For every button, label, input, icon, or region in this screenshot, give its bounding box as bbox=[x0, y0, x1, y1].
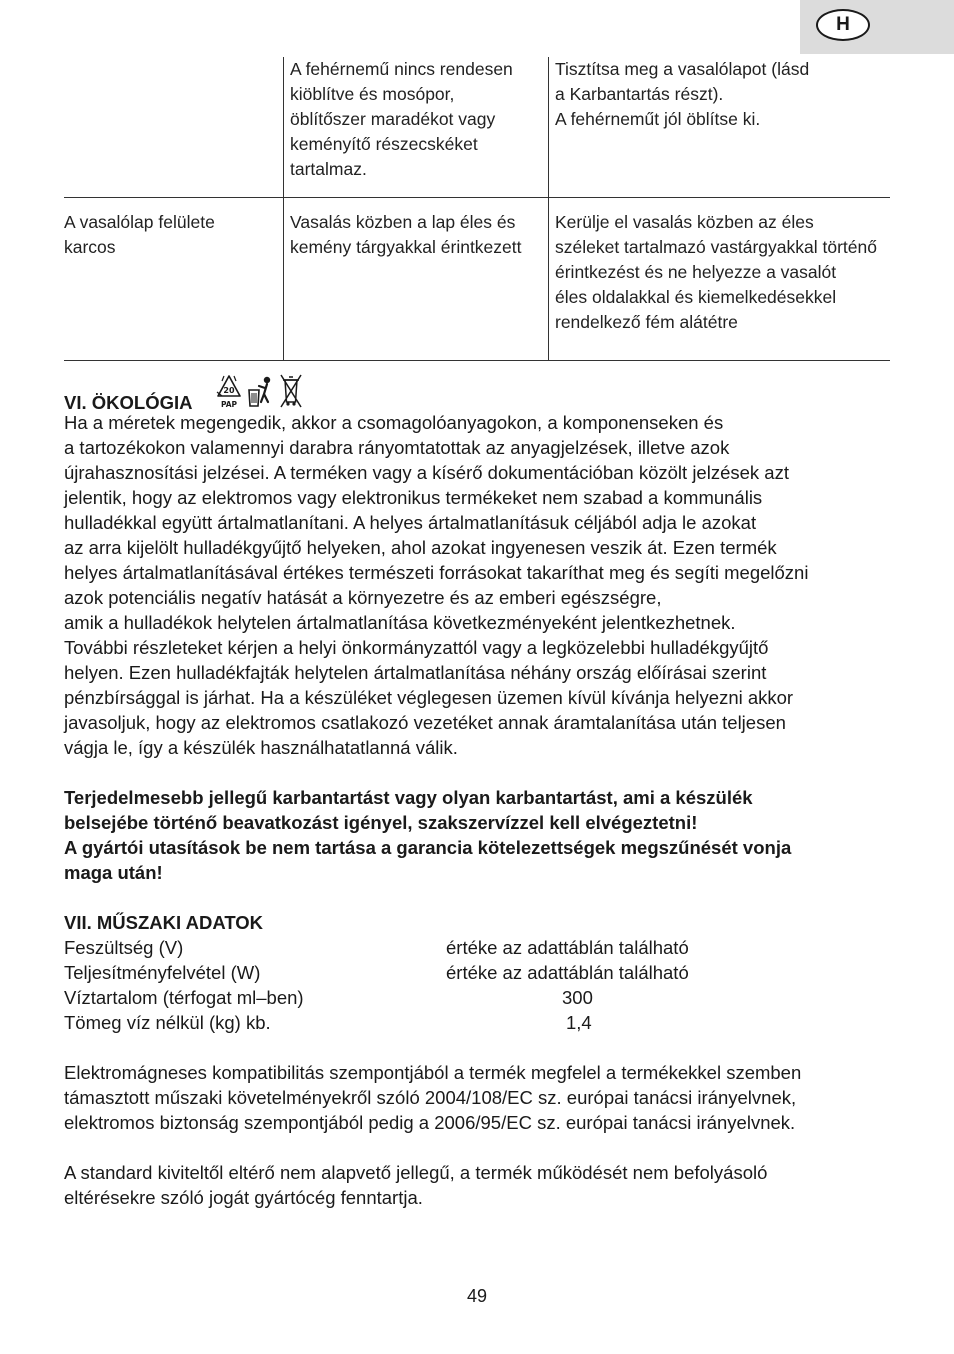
spec-value: 300 bbox=[562, 987, 593, 1008]
cause-cell: A fehérnemű nincs rendesen kiöblítve és mosópor, öblítőszer maradékot vagy keményítő részecskéket tartalmaz. bbox=[284, 57, 549, 198]
page-number: 49 bbox=[466, 1286, 488, 1306]
specs-heading: VII. MŰSZAKI ADATOK bbox=[64, 912, 264, 933]
language-tab bbox=[800, 0, 954, 54]
troubleshooting-table bbox=[64, 57, 890, 361]
problem-cell bbox=[64, 57, 284, 198]
ecology-heading: VI. ÖKOLÓGIA bbox=[64, 392, 193, 413]
spec-value: értéke az adattáblán található bbox=[446, 937, 689, 958]
recycle-pap-icon bbox=[214, 372, 244, 410]
spec-label: Feszültség (V) bbox=[64, 937, 184, 958]
cause-cell: Vasalás közben a lap éles és kemény tárgyakkal érintkezett bbox=[284, 198, 549, 361]
spec-row bbox=[64, 1010, 904, 1035]
spec-label: Tömeg víz nélkül (kg) kb. bbox=[64, 1012, 271, 1033]
spec-value: értéke az adattáblán található bbox=[446, 962, 689, 983]
problem-cell: A vasalólap felülete karcos bbox=[64, 212, 215, 257]
spec-row bbox=[64, 985, 904, 1010]
disclaimer-text: A standard kiviteltől eltérő nem alapvető jellegű, a termék működését nem befolyásoló eltérésekre szóló jogát gyártócég fenntartja. bbox=[64, 1162, 768, 1208]
spec-label: Víztartalom (térfogat ml–ben) bbox=[64, 987, 304, 1008]
ecology-body: Ha a méretek megengedik, akkor a csomagolóanyagokon, a komponenseken és a tartozékokon valamennyi darabra rányomtatottak az anyagjelzések, illetve azok újrahasznosítási jelzései. A terméken vagy a kísérő dokumentációban közölt jelzések azt jelentik, hogy az elektromos vagy elektronikus termékeket nem szabad a kommunális hulladékkal együtt ártalmatlanítani. A helyes ártalmatlanításuk céljából adja le azokat az arra kijelölt hulladékgyűjtő helyeken, ahol azokat ingyenesen veszik át. Ezen termék helyes ártalmatlanításával értékes természeti forrásokat takaríthat meg és segíti megelőzni azok potenciális negatív hatását a környezetre és az emberi egészségre, amik a hulladékok helytelen ártalmatlanítása következményeként jelentkezhetnek. További részleteket kérjen a helyi önkormányzattól vagy a legközelebbi hulladékgyűjtő helyen. Ezen hulladékfajták helytelen ártalmatlanítása néhány ország előírásai szerint pénzbírsággal is járhat. Ha a készüléket véglegesen üzemen kívül kívánja helyezni akkor javasoljuk, hogy az elektromos csatlakozó vezetéket annak áramtalanítása után teljesen vágja le, így a készülék használhatatlanná válik. bbox=[64, 412, 809, 758]
specs-list bbox=[64, 935, 904, 1035]
recycle-code-text: 20 bbox=[223, 386, 236, 395]
spec-row bbox=[64, 935, 904, 960]
main-content bbox=[64, 366, 904, 1210]
table-row bbox=[64, 198, 890, 361]
crossed-bin-icon bbox=[278, 372, 304, 410]
spec-row bbox=[64, 960, 904, 985]
maintenance-warning: Terjedelmesebb jellegű karbantartást vagy olyan karbantartást, ami a készülék belsejébe történő beavatkozást igényel, szakszervízzel kell elvégeztetni! A gyártói utasítások be nem tartása a garancia kötelezettségek megszűnését vonja maga után! bbox=[64, 787, 792, 883]
spec-label: Teljesítményfelvétel (W) bbox=[64, 962, 261, 983]
language-badge: H bbox=[816, 9, 870, 41]
ecology-icons bbox=[214, 372, 304, 410]
tidyman-icon bbox=[246, 372, 276, 410]
table-row bbox=[64, 57, 890, 198]
ecology-heading-row bbox=[64, 366, 904, 413]
spec-value: 1,4 bbox=[566, 1012, 592, 1033]
compliance-text: Elektromágneses kompatibilitás szempontjából a termék megfelel a termékekkel szemben támasztott műszaki követelményekről szóló 2004/108/EC sz. európai tanácsi irányelvnek, elektromos biztonság szempontjából pedig a 2006/95/EC sz. európai tanácsi irányelvnek. bbox=[64, 1062, 802, 1133]
remedy-cell: Kerülje el vasalás közben az éles széleket tartalmazó vastárgyakkal történő érintkezést és ne helyezze a vasalót éles oldalakkal és kiemelkedésekkel rendelkező fém alátétre bbox=[549, 198, 891, 361]
remedy-cell: Tisztítsa meg a vasalólapot (lásd a Karbantartás részt). A fehérneműt jól öblítse ki. bbox=[549, 57, 891, 198]
recycle-material-text: PAP bbox=[221, 400, 238, 409]
